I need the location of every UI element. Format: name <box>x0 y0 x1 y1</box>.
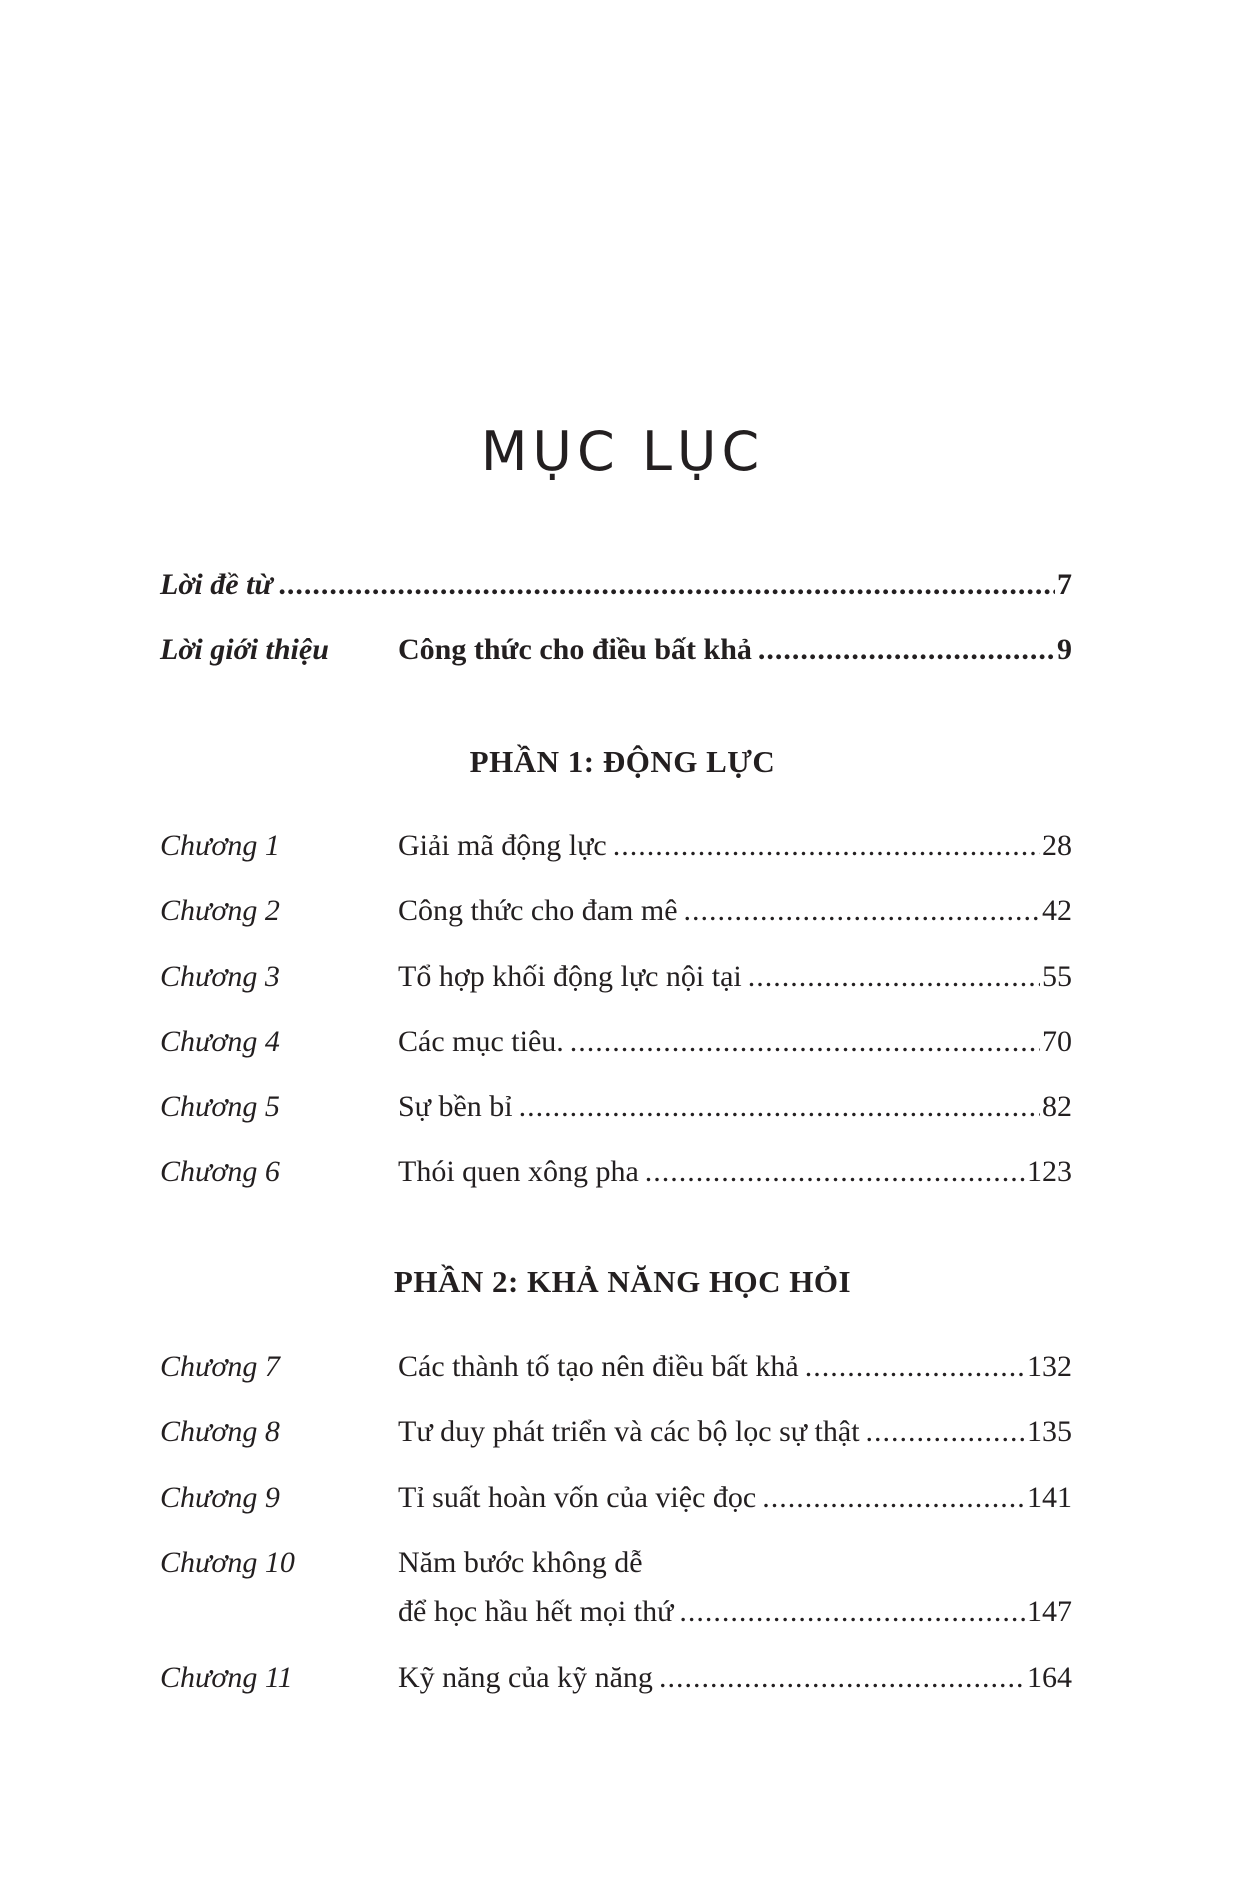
toc-entry-chapter <box>160 1476 1072 1520</box>
toc-entry-title: Giải mã động lực <box>398 829 607 862</box>
toc-page-number: 147 <box>1027 1595 1072 1628</box>
dot-leader <box>278 563 1055 607</box>
toc-page-number: 141 <box>1027 1481 1072 1514</box>
toc-entry-title: Công thức cho điều bất khả <box>398 633 752 666</box>
toc-entry-line <box>398 1590 1072 1634</box>
dot-leader <box>762 1476 1025 1520</box>
toc-entry-title: Tỉ suất hoàn vốn của việc đọc <box>398 1481 757 1514</box>
toc-page-number: 9 <box>1057 633 1072 666</box>
toc-entry-title: Các mục tiêu. <box>398 1025 564 1058</box>
toc-entry-title: Công thức cho đam mê <box>398 894 678 927</box>
toc-entry-line <box>398 628 1072 672</box>
toc-entry-line <box>398 1085 1072 1129</box>
toc-entry-title: Các thành tố tạo nên điều bất khả <box>398 1350 799 1383</box>
toc-entry-title: Tổ hợp khối động lực nội tại <box>398 960 742 993</box>
toc-entry-line <box>398 1410 1072 1454</box>
toc-page-number: 135 <box>1027 1415 1072 1448</box>
toc-entry-line <box>398 1150 1072 1194</box>
toc-entry-line <box>398 1020 1072 1064</box>
page-title: MỤC LỤC <box>480 420 765 483</box>
toc-page-number: 42 <box>1042 894 1072 927</box>
chapter-label: Chương 6 <box>160 1155 280 1188</box>
toc-page-number: 82 <box>1042 1090 1072 1123</box>
toc-page-number: 28 <box>1042 829 1072 862</box>
toc-entry-line <box>398 1656 1072 1700</box>
chapter-label: Chương 8 <box>160 1415 280 1448</box>
chapter-label: Chương 11 <box>160 1661 293 1694</box>
toc-page-number: 132 <box>1027 1350 1072 1383</box>
toc-entry-label: Lời giới thiệu <box>160 633 329 666</box>
dot-leader <box>645 1150 1025 1194</box>
dot-leader <box>866 1410 1025 1454</box>
toc-entry-title: Thói quen xông pha <box>398 1155 639 1188</box>
dot-leader <box>684 889 1040 933</box>
toc-entry-line <box>398 1476 1072 1520</box>
toc-entry-title: Tư duy phát triển và các bộ lọc sự thật <box>398 1415 860 1448</box>
dot-leader <box>519 1085 1040 1129</box>
dot-leader <box>758 628 1055 672</box>
chapter-label: Chương 2 <box>160 894 280 927</box>
dot-leader <box>613 824 1040 868</box>
toc-entry-chapter <box>160 889 1072 933</box>
toc-entry-line <box>398 955 1072 999</box>
dot-leader <box>679 1590 1025 1634</box>
toc-entry-chapter <box>160 1345 1072 1389</box>
dot-leader <box>659 1656 1025 1700</box>
part-heading: PHẦN 1: ĐỘNG LỰC <box>469 744 776 779</box>
chapter-label: Chương 3 <box>160 960 280 993</box>
toc-entry-title: Kỹ năng của kỹ năng <box>398 1661 653 1694</box>
toc-entry-title: để học hầu hết mọi thứ <box>398 1595 674 1628</box>
dot-leader <box>570 1020 1040 1064</box>
chapter-label: Chương 5 <box>160 1090 280 1123</box>
toc-page-number: 123 <box>1027 1155 1072 1188</box>
toc-entry-line <box>398 889 1072 933</box>
toc-page-number: 70 <box>1042 1025 1072 1058</box>
toc-entry-title: Sự bền bỉ <box>398 1090 513 1123</box>
toc-entry-chapter <box>160 1656 1072 1700</box>
toc-entry-line <box>398 824 1072 868</box>
toc-entry-introduction <box>160 628 1072 672</box>
toc-page-number: 7 <box>1057 568 1072 601</box>
toc-entry-label: Lời đề từ <box>160 568 273 601</box>
dot-leader <box>748 955 1040 999</box>
toc-page-number: 164 <box>1027 1661 1072 1694</box>
toc-entry-chapter <box>160 824 1072 868</box>
toc-entry-chapter <box>160 1541 1072 1585</box>
toc-entry-line <box>160 563 1072 607</box>
dot-leader <box>805 1345 1025 1389</box>
chapter-label: Chương 7 <box>160 1350 280 1383</box>
chapter-label: Chương 1 <box>160 829 280 862</box>
toc-entry-chapter <box>160 1410 1072 1454</box>
toc-entry-line <box>398 1345 1072 1389</box>
chapter-label: Chương 4 <box>160 1025 280 1058</box>
toc-entry-chapter-continued <box>160 1590 1072 1634</box>
toc-entry-chapter <box>160 1150 1072 1194</box>
part-heading: PHẦN 2: KHẢ NĂNG HỌC HỎI <box>393 1264 852 1299</box>
chapter-label: Chương 9 <box>160 1481 280 1514</box>
chapter-label: Chương 10 <box>160 1546 295 1579</box>
toc-entry-title-line1: Năm bước không dễ <box>398 1546 643 1579</box>
toc-entry-chapter <box>160 955 1072 999</box>
toc-page-number: 55 <box>1042 960 1072 993</box>
toc-entry-epigraph <box>160 563 1072 607</box>
toc-entry-chapter <box>160 1085 1072 1129</box>
toc-entry-chapter <box>160 1020 1072 1064</box>
